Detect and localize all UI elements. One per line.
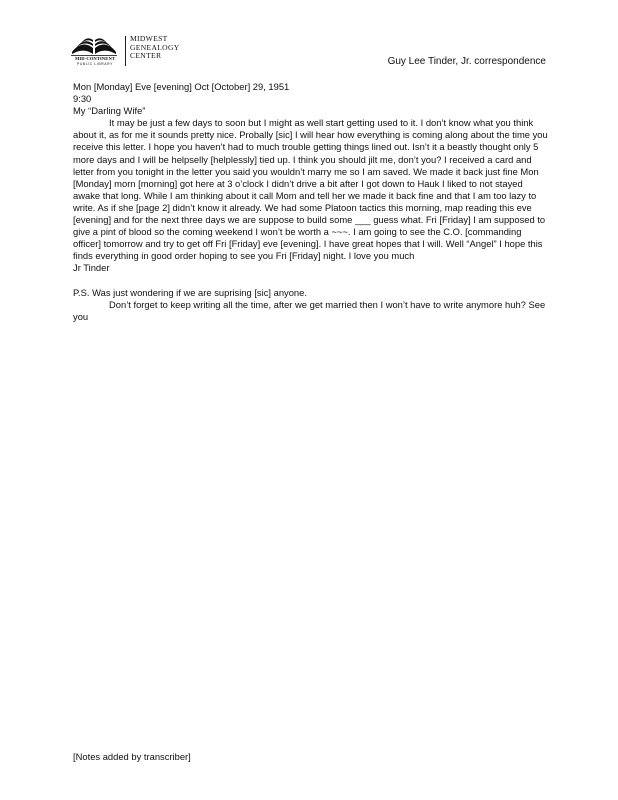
paragraph-gap	[73, 275, 549, 287]
letter-transcription	[73, 81, 549, 323]
transcriber-note: [Notes added by transcriber]	[73, 751, 191, 762]
logo-org-line: MIDWEST	[130, 34, 168, 43]
letter-time: 9:30	[73, 93, 92, 105]
letter-postscript: P.S. Was just wondering if we are suprising [sic] anyone.	[73, 286, 307, 298]
library-logo	[68, 34, 208, 70]
letter-salutation: My “Darling Wife”	[73, 105, 146, 117]
series-title: Guy Lee Tinder, Jr. correspondence	[387, 56, 546, 67]
letter-signature: Jr Tinder	[73, 262, 110, 274]
logo-library-sub: PUBLIC LIBRARY	[76, 62, 114, 66]
logo-org-line: GENEALOGY	[130, 42, 180, 52]
logo-org-line: CENTER	[130, 51, 162, 61]
logo-org-name	[130, 35, 180, 61]
logo-library-name: MID-CONTINENT	[74, 56, 116, 61]
letter-body: It may be just a few days to soon but I might as well start getting used to it. I don’t know what you think about it, as for me it sounds pretty nice. Probally [sic] I will hear how everything is coming along about the time you receive this letter. I hope you haven’t had to much trouble getting things lined out. Isn’t it a beastly thought only 5 more days and I will be helpselly [helplessly] tied up. I think you should jilt me, don’t you? I received a card and letter from you tonight in the letter you said you wouldn’t marry me so I am saved. We made it back just fine Mon [Monday] morn [morning] got here at 3 o’clock I didn’t drive a bit after I got down to Hauk I liked to not stayed awake that long. While I am thinking about it call Mom and tell her we made it back fine and that I am too lazy to write. As if she [page 2] didn’t know it already. We had some Platoon tactics this morning, map reading this eve [evening] and for the next three days we are suppose to build some ___ guess what. Fri [Friday] I am supposed to give a pint of blood so the coming weekend I won’t be worth a ~~~. I am going to see the C.O. [commanding officer] tomorrow and try to get off Fri [Friday] eve [evening]. I have great hopes that I will. Well “Angel” I hope this finds everything in good order hoping to see you Fri [Friday] night. I love you much	[73, 117, 548, 262]
letter-dateline: Mon [Monday] Eve [evening] Oct [October] 29, 1951	[73, 81, 290, 92]
letter-postscript-body: Don’t forget to keep writing all the time, after we get married then I won’t have to write anymore huh? See you	[73, 298, 546, 322]
logo-divider	[125, 36, 126, 66]
